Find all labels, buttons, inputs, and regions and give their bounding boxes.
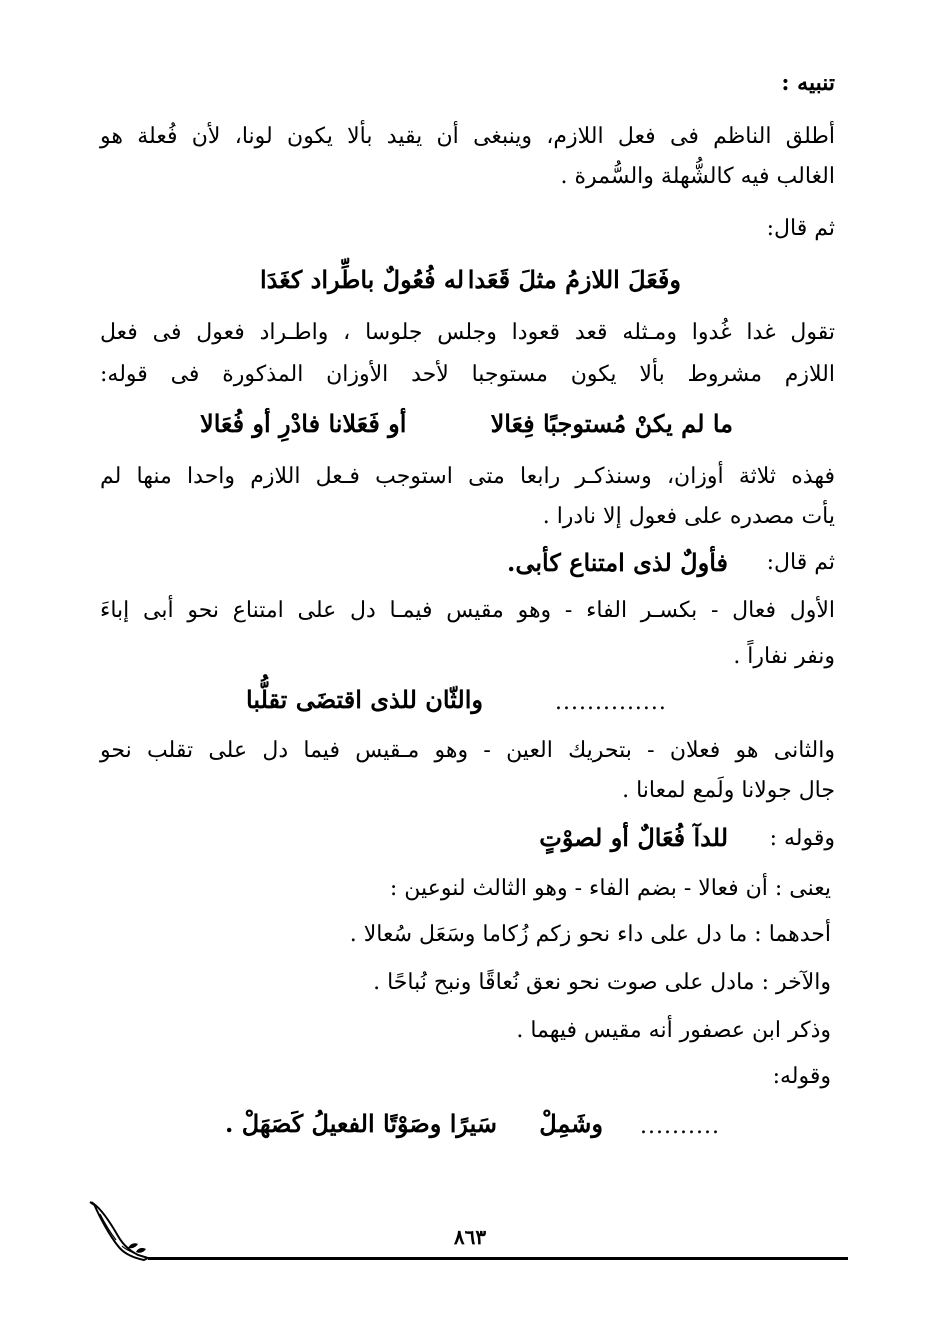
paragraph-line: جال جولانا ولَمع لمعانا . — [622, 778, 835, 803]
paragraph-line: اللازم مشروط بألا يكون مستوجبا لأحد الأوزان المذكورة فى قوله: — [100, 362, 835, 387]
paragraph-line: والثانى هو فعلان - بتحريك العين - وهو مـقيس فيما دل على تقلب نحو — [100, 738, 835, 763]
verse-second-half: سَيرًا وصَوْتًا الفعيلُ كَصَهَلْ . — [225, 1109, 497, 1138]
paragraph-line: والآخر : مادل على صوت نحو نعق نُعاقًا ونبح نُباحًا . — [373, 970, 831, 995]
ellipsis-dots: .......... — [640, 1114, 720, 1139]
paragraph-line: أطلق الناظم فى فعل اللازم، وينبغى أن يقيد بألا يكون لونا، لأن فُعلة هو — [100, 124, 835, 149]
paragraph-line: الأول فعال - بكسـر الفاء - وهو مقيس فيمـا دل على امتناع نحو أبى إباءَ — [100, 598, 835, 623]
verse-first-half: وفَعَلَ اللازمُ مثلَ قَعَدا — [467, 265, 681, 294]
paragraph-line: يأت مصدره على فعول إلا نادرا . — [542, 504, 835, 529]
and-his-saying-label: وقوله: — [772, 1064, 831, 1089]
verse-first-half: ما لم يكنْ مُستوجبًا فِعَالا — [490, 409, 733, 438]
paragraph-line: يعنى : أن فعالا - بضم الفاء - وهو الثالث لنوعين : — [389, 876, 831, 901]
verse-second-half: له فُعُولٌ باطِّراد كغَدَا — [260, 265, 465, 294]
section-heading: تنبيه : — [781, 70, 835, 96]
paragraph-line: تقول غدا غُدوا ومـثله قعد قعودا وجلس جلوسا ، واطـراد فعول فى فعل — [100, 320, 835, 345]
then-said-label: ثم قال: — [766, 216, 835, 241]
ellipsis-dots: .............. — [555, 690, 667, 715]
paragraph-line: فهذه ثلاثة أوزان، وسنذكـر رابعا متى استوجب فـعل اللازم واحدا منها لم — [100, 464, 835, 489]
footer-rule — [148, 1257, 848, 1260]
half-verse: فأولٌ لذى امتناع كأبى. — [507, 548, 728, 577]
paragraph-line: الغالب فيه كالشُّهلة والسُّمرة . — [560, 164, 835, 189]
half-verse: والثّان للذى اقتضَى تقلُّبا — [246, 685, 483, 714]
and-his-saying-label: وقوله : — [769, 826, 835, 851]
verse-second-half: أو فَعَلانا فادْرِ أو فُعَالا — [200, 409, 407, 438]
paragraph-line: ونفر نفاراً . — [733, 644, 835, 669]
paragraph-line: أحدهما : ما دل على داء نحو زكم زُكاما وسَعَل سُعالا . — [349, 922, 831, 947]
then-said-label: ثم قال: — [766, 550, 835, 575]
quill-icon — [88, 1200, 152, 1264]
verse-first-half: وشَمِلْ — [539, 1109, 603, 1138]
page-number: ٨٦٣ — [453, 1225, 487, 1249]
half-verse: للدآ فُعَالٌ أو لصوْتٍ — [539, 823, 728, 852]
paragraph-line: وذكر ابن عصفور أنه مقيس فيهما . — [516, 1018, 831, 1043]
